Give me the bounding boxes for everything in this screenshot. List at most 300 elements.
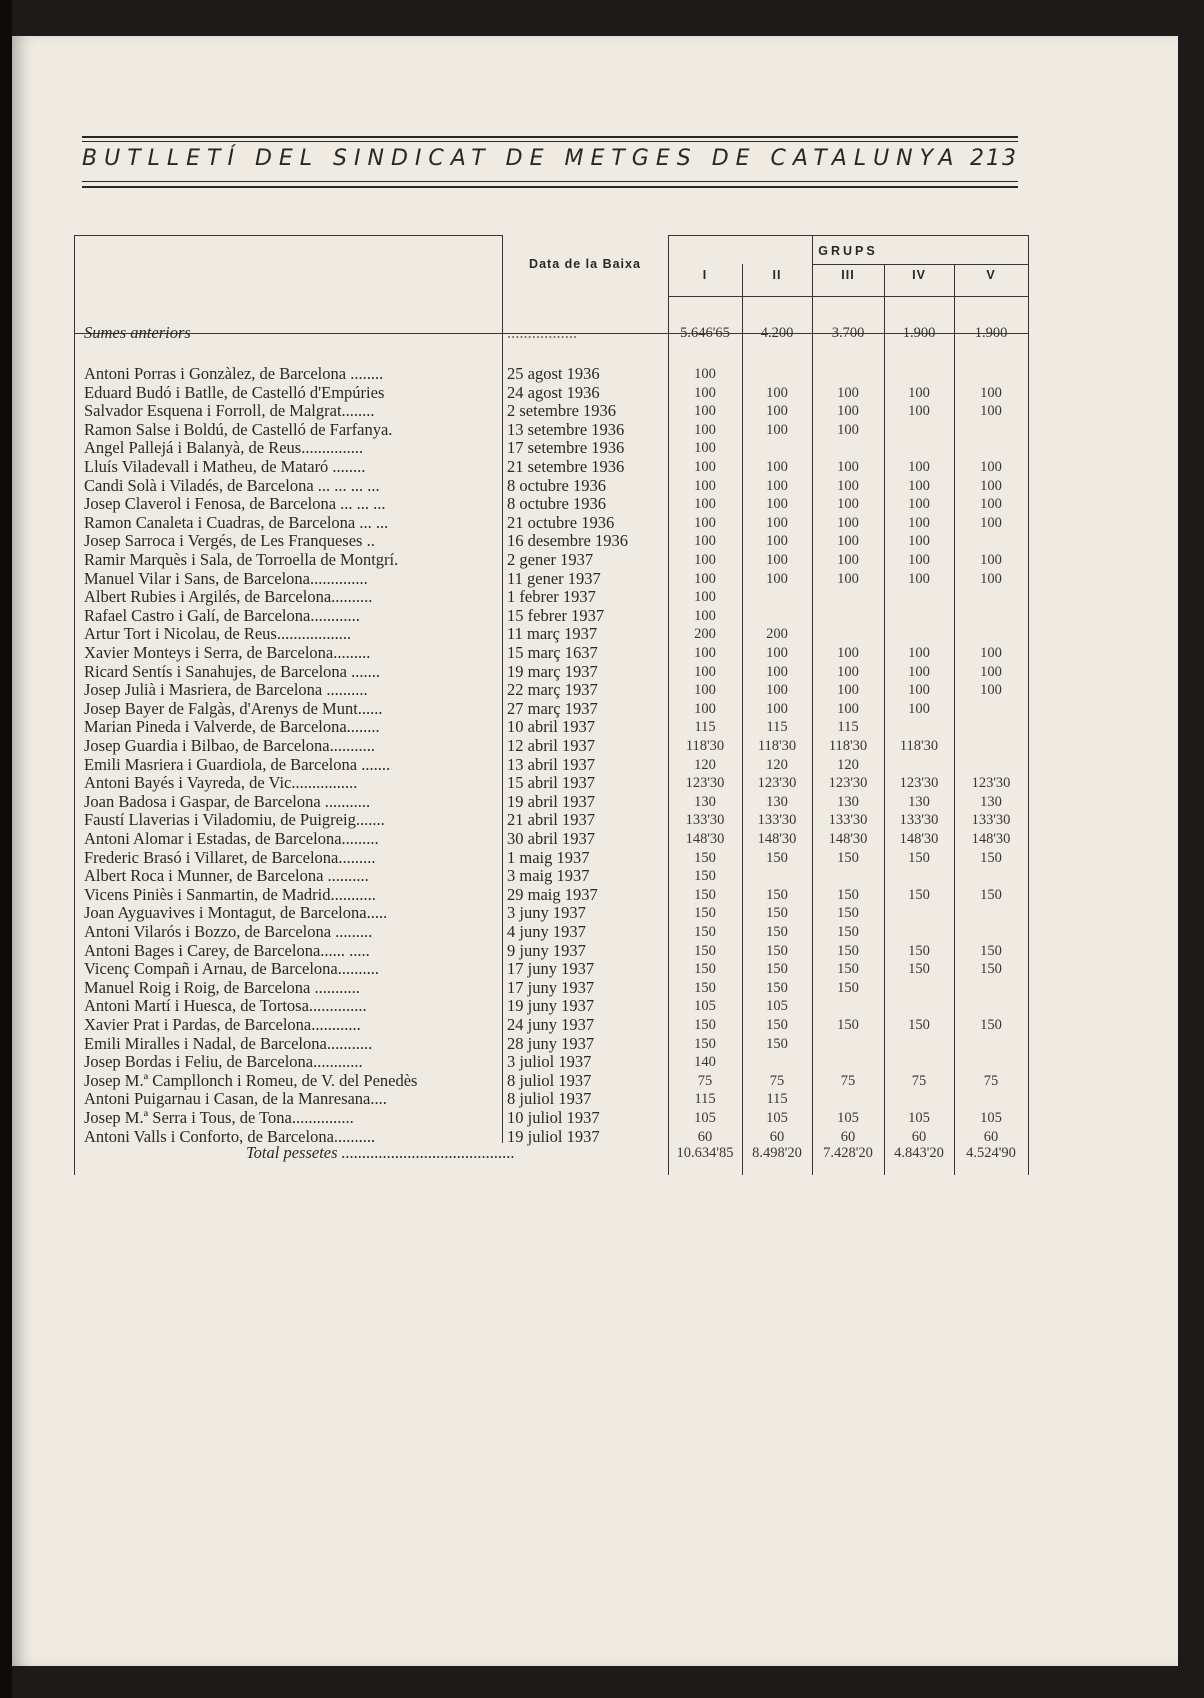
group-value: 150 [766,942,788,959]
withdrawal-date: 30 abril 1937 [507,830,595,848]
member-name: Vicens Piniès i Sanmartin, de Madrid........... [84,885,376,904]
group-value: 100 [694,496,716,513]
group-value: 120 [837,756,859,773]
member-name: Emili Masriera i Guardiola, de Barcelona ....... [84,755,391,774]
group-value: 100 [766,459,788,475]
table-row [0,681,1204,699]
table-row [0,1090,1204,1108]
group-value: 150 [980,942,1002,959]
group-value: 75 [697,1072,713,1089]
member-name: Faustí Llaverias i Viladomiu, de Puigreig....... [84,811,385,830]
group-value: 150 [837,961,859,978]
group-value: 100 [908,533,930,550]
group-value: 100 [980,682,1002,699]
table-row [0,942,1204,960]
withdrawal-date: 21 abril 1937 [507,811,595,830]
group-value: 150 [766,905,788,922]
group-value: 133'30 [685,812,725,829]
group-value: 100 [694,514,716,531]
member-name: Albert Roca i Munner, de Barcelona .......... [84,867,369,886]
total-row [0,1144,1204,1162]
group-header-ii: II [772,268,782,282]
group-header-iv: IV [912,268,926,282]
member-name: Ramir Marquès i Sala, de Torroella de Montgrí. [84,551,399,569]
withdrawal-date: 27 març 1937 [507,699,598,718]
group-value: 100 [766,514,788,531]
group-value: 150 [766,1035,788,1052]
group-value: 100 [837,552,859,568]
group-value: 60 [911,1128,927,1145]
group-header-iii: III [841,268,855,282]
table-row [0,830,1204,848]
group-value: 100 [766,645,788,661]
group-value: 150 [908,886,930,903]
table-row [0,458,1204,476]
group-value: 150 [694,942,716,959]
withdrawal-date: 12 abril 1937 [507,737,595,755]
group-value: 60 [840,1128,856,1145]
withdrawal-date: 2 setembre 1936 [507,402,617,421]
group-value: 100 [694,700,716,717]
member-name: Josep Sarroca i Vergés, de Les Franqueses .. [84,532,375,551]
member-name: Manuel Roig i Roig, de Barcelona ........... [84,978,360,997]
withdrawal-date: 3 maig 1937 [507,867,590,886]
group-value: 60 [983,1128,999,1145]
group-header-i: I [702,268,708,282]
group-value: 150 [694,961,716,978]
member-name: Josep Julià i Masriera, de Barcelona .......... [84,681,368,700]
table-top-rule-left [74,235,502,236]
group-value: 120 [694,756,716,773]
previous-sums-row [0,324,1204,342]
group-value: 100 [766,663,788,680]
group-value: 100 [837,570,859,587]
group-value: 100 [694,570,716,587]
page-number: 213 [970,146,1018,171]
member-name: Manuel Vilar i Sans, de Barcelona.............. [84,569,368,588]
group-value: 105 [837,1110,859,1126]
table-row [0,923,1204,941]
group-value: 100 [908,514,930,531]
group-value: 100 [766,384,788,401]
group-value: 100 [837,496,859,513]
table-row [0,774,1204,792]
member-name: Antoni Martí i Huesca, de Tortosa.............. [84,997,367,1016]
table-row [0,514,1204,532]
group-value: 105 [980,1110,1002,1126]
group-value: 118'30 [757,738,797,754]
running-head [82,146,1018,176]
group-value: 100 [980,496,1002,513]
group-value: 130 [980,793,1002,810]
member-name: Joan Badosa i Gaspar, de Barcelona ........... [84,792,371,811]
group-value: 100 [837,645,859,661]
withdrawal-date: 1 maig 1937 [507,848,590,867]
table-row [0,625,1204,643]
withdrawal-date: 16 desembre 1936 [507,532,628,551]
table-row [0,439,1204,457]
withdrawal-date: 24 agost 1936 [507,383,600,402]
group-value: 100 [694,552,716,568]
member-name: Albert Rubies i Argilés, de Barcelona.......... [84,588,373,607]
group-value: 130 [694,793,716,810]
table-row [0,793,1204,811]
previous-sum-ii: 4.200 [760,325,794,341]
group-value: 150 [980,1017,1002,1033]
group-value: 150 [694,1017,716,1033]
group-value: 100 [694,663,716,680]
header-bottom-rule-thin [82,181,1018,182]
group-value: 100 [980,570,1002,587]
group-value: 100 [766,682,788,699]
table-row [0,607,1204,625]
group-value: 133'30 [971,812,1011,829]
member-name: Josep M.ª Serra i Tous, de Tona............... [84,1109,354,1127]
group-value: 100 [766,477,788,494]
withdrawal-date: 8 octubre 1936 [507,495,606,514]
table-row [0,1016,1204,1034]
member-name: Antoni Vilarós i Bozzo, de Barcelona ......... [84,923,373,941]
table-row [0,737,1204,755]
group-value: 105 [766,998,788,1015]
group-value: 150 [837,886,859,903]
withdrawal-date: 19 juliol 1937 [507,1127,600,1146]
group-value: 100 [694,645,716,661]
withdrawal-date: 3 juny 1937 [507,904,586,923]
previous-sums-leader: ................. [507,324,578,342]
table-row [0,979,1204,997]
group-value: 150 [908,1017,930,1033]
group-value: 100 [837,459,859,475]
withdrawal-date: 21 octubre 1936 [507,513,615,532]
group-value: 100 [766,496,788,513]
group-value: 115 [766,1091,788,1108]
group-value: 100 [908,645,930,661]
group-value: 115 [694,719,716,736]
group-value: 100 [694,384,716,401]
group-value: 150 [694,849,716,866]
table-row [0,532,1204,550]
withdrawal-date: 15 abril 1937 [507,774,595,793]
group-value: 75 [769,1072,785,1089]
table-row [0,663,1204,681]
group-value: 133'30 [757,812,797,829]
withdrawal-date: 11 gener 1937 [507,569,601,588]
group-value: 120 [766,756,788,773]
group-value: 100 [837,700,859,717]
member-name: Xavier Prat i Pardas, de Barcelona............ [84,1016,361,1034]
group-value: 150 [766,849,788,866]
table-row [0,700,1204,718]
group-value: 150 [766,886,788,903]
group-value: 100 [908,477,930,494]
withdrawal-date: 3 juliol 1937 [507,1053,592,1072]
group-value: 60 [769,1128,785,1145]
member-name: Xavier Monteys i Serra, de Barcelona......... [84,644,371,662]
previous-sum-i: 5.646'65 [680,325,730,341]
withdrawal-date: 2 gener 1937 [507,551,594,569]
group-value: 100 [837,514,859,531]
member-name: Ramon Canaleta i Cuadras, de Barcelona ... ... [84,513,389,532]
group-value: 200 [694,626,716,643]
group-value: 60 [697,1128,713,1145]
group-value: 100 [694,607,716,624]
total-ii: 8.498'20 [752,1145,802,1161]
group-value: 150 [908,942,930,959]
group-value: 150 [766,1017,788,1033]
table-top-rule-right [668,235,1028,236]
group-value: 150 [837,849,859,866]
member-name: Rafael Castro i Galí, de Barcelona............ [84,606,360,625]
group-value: 100 [837,533,859,550]
group-value: 150 [837,979,859,996]
group-value: 150 [837,924,859,940]
previous-sum-iv: 1.900 [902,325,936,341]
group-value: 100 [908,552,930,568]
withdrawal-date: 19 març 1937 [507,662,598,681]
group-value: 150 [694,868,716,885]
withdrawal-date: 19 juny 1937 [507,997,595,1016]
header-top-rule [82,136,1018,138]
group-value: 100 [980,384,1002,401]
group-value: 100 [766,570,788,587]
member-name: Antoni Alomar i Estadas, de Barcelona......... [84,830,379,848]
group-value: 123'30 [685,775,725,792]
group-value: 100 [694,589,716,606]
group-value: 100 [766,421,788,438]
group-value: 100 [837,384,859,401]
table-row [0,365,1204,383]
withdrawal-date: 1 febrer 1937 [507,588,596,607]
member-name: Antoni Bages i Carey, de Barcelona...... ..... [84,941,370,960]
table-row [0,718,1204,736]
table-row [0,997,1204,1015]
member-name: Joan Ayguavives i Montagut, de Barcelona..... [84,904,388,923]
group-value: 100 [766,533,788,550]
group-value: 100 [694,366,716,382]
withdrawal-date: 10 abril 1937 [507,718,595,737]
group-value: 100 [694,403,716,420]
group-value: 150 [694,1035,716,1052]
group-value: 150 [980,961,1002,978]
table-row [0,588,1204,606]
group-value: 123'30 [828,775,868,792]
withdrawal-date: 28 juny 1937 [507,1034,595,1053]
group-value: 75 [840,1072,856,1089]
withdrawal-date: 17 juny 1937 [507,960,595,979]
group-value: 75 [983,1072,999,1089]
group-value: 150 [980,849,1002,866]
previous-sum-v: 1.900 [974,325,1008,341]
group-value: 100 [694,682,716,699]
table-row [0,849,1204,867]
total-i: 10.634'85 [676,1145,734,1161]
group-value: 100 [694,459,716,475]
group-value: 148'30 [757,831,797,847]
groups-header: GRUPS [818,244,878,258]
withdrawal-date: 9 juny 1937 [507,941,586,960]
group-value: 100 [908,496,930,513]
member-name: Salvador Esquena i Forroll, de Malgrat........ [84,402,375,421]
previous-sums-label: Sumes anteriors [84,324,191,342]
group-value: 105 [694,1110,716,1126]
group-value: 150 [694,979,716,996]
member-name: Josep M.ª Campllonch i Romeu, de V. del Penedès [84,1071,418,1090]
withdrawal-date: 17 setembre 1936 [507,439,625,458]
group-header-v: V [986,268,996,282]
total-label-text: Total pessetes [246,1144,338,1162]
member-name: Marian Pineda i Valverde, de Barcelona........ [84,718,380,737]
group-value: 105 [766,1110,788,1126]
withdrawal-date: 4 juny 1937 [507,923,586,941]
withdrawal-date: 15 març 1637 [507,644,598,662]
withdrawal-date: 8 juliol 1937 [507,1090,592,1109]
group-value: 100 [908,663,930,680]
table-row [0,1035,1204,1053]
group-value: 100 [980,403,1002,420]
table-row [0,551,1204,569]
group-value: 118'30 [685,738,725,754]
table-row [0,904,1204,922]
group-value: 150 [908,849,930,866]
withdrawal-date: 22 març 1937 [507,681,598,700]
withdrawal-date: 29 maig 1937 [507,885,598,904]
member-name: Eduard Budó i Batlle, de Castelló d'Empúries [84,383,385,402]
group-value: 100 [980,477,1002,494]
table-row [0,1053,1204,1071]
group-value: 123'30 [757,775,797,792]
group-value: 100 [837,421,859,438]
group-value: 100 [694,440,716,457]
group-value: 100 [766,552,788,568]
group-value: 115 [766,719,788,736]
group-value: 150 [980,886,1002,903]
group-value: 123'30 [899,775,939,792]
group-value: 100 [837,477,859,494]
withdrawal-date: 24 juny 1937 [507,1016,595,1034]
group-value: 105 [694,998,716,1015]
member-name: Artur Tort i Nicolau, de Reus.................. [84,625,352,644]
withdrawal-date: 13 abril 1937 [507,755,595,774]
table-row [0,1072,1204,1090]
total-label: Total pessetes .......................................... [246,1144,515,1162]
group-value: 150 [766,924,788,940]
table-row [0,570,1204,588]
group-value: 148'30 [685,831,725,847]
member-name: Josep Bordas i Feliu, de Barcelona............ [84,1053,363,1072]
group-value: 75 [911,1072,927,1089]
group-value: 100 [766,700,788,717]
group-value: 150 [837,905,859,922]
date-column-header: Data de la Baixa [529,257,641,271]
member-name: Ricard Sentís i Sanahujes, de Barcelona ....... [84,662,381,681]
group-value: 148'30 [971,831,1011,847]
withdrawal-date: 15 febrer 1937 [507,606,605,625]
withdrawal-date: 21 setembre 1936 [507,458,625,476]
group-value: 100 [837,403,859,420]
withdrawal-date: 10 juliol 1937 [507,1109,600,1127]
table-row [0,811,1204,829]
group-value: 100 [980,552,1002,568]
header-top-rule-thin [82,141,1018,142]
withdrawal-date: 8 juliol 1937 [507,1071,592,1090]
group-value: 150 [837,1017,859,1033]
table-row [0,867,1204,885]
group-value: 130 [908,793,930,810]
group-value: 200 [766,626,788,643]
group-value: 150 [694,924,716,940]
group-value: 100 [980,514,1002,531]
group-value: 150 [694,886,716,903]
withdrawal-date: 19 abril 1937 [507,792,595,811]
member-name: Ramon Salse i Boldú, de Castelló de Farfanya. [84,420,393,439]
table-row [0,477,1204,495]
group-value: 100 [694,421,716,438]
member-name: Antoni Porras i Gonzàlez, de Barcelona ........ [84,365,384,383]
header-bottom-rule-groups [668,296,1028,297]
withdrawal-date: 17 juny 1937 [507,978,595,997]
member-name: Josep Bayer de Falgàs, d'Arenys de Munt...... [84,699,383,718]
total-iii: 7.428'20 [823,1145,873,1161]
group-value: 100 [980,645,1002,661]
group-value: 140 [694,1054,716,1071]
table-row [0,1128,1204,1146]
group-value: 150 [908,961,930,978]
member-name: Vicenç Compañ i Arnau, de Barcelona.......... [84,960,380,979]
group-value: 133'30 [828,812,868,829]
group-value: 133'30 [899,812,939,829]
group-value: 100 [837,663,859,680]
group-value: 100 [766,403,788,420]
withdrawal-date: 13 setembre 1936 [507,420,625,439]
group-value: 100 [694,477,716,494]
member-name: Antoni Bayés i Vayreda, de Vic................ [84,774,358,793]
group-value: 123'30 [971,775,1011,792]
member-name: Josep Claverol i Fenosa, de Barcelona ... ... ... [84,495,386,514]
table-row [0,402,1204,420]
previous-sum-iii: 3.700 [831,325,865,341]
group-value: 115 [837,719,859,736]
group-value: 148'30 [899,831,939,847]
group-value: 100 [980,459,1002,475]
groups-rule [812,264,1028,265]
group-value: 100 [694,533,716,550]
table-row [0,886,1204,904]
member-name: Lluís Viladevall i Matheu, de Mataró ........ [84,458,366,476]
group-value: 150 [694,905,716,922]
member-name: Emili Miralles i Nadal, de Barcelona........... [84,1034,373,1053]
group-value: 118'30 [899,738,939,754]
member-name: Angel Pallejá i Balanyà, de Reus............... [84,439,364,458]
table-row [0,644,1204,662]
table-row [0,756,1204,774]
group-value: 100 [908,384,930,401]
table-row [0,421,1204,439]
group-value: 100 [980,663,1002,680]
member-name: Antoni Puigarnau i Casan, de la Manresana.... [84,1090,387,1109]
group-value: 100 [908,570,930,587]
group-value: 130 [766,793,788,810]
group-value: 130 [837,793,859,810]
member-name: Antoni Valls i Conforto, de Barcelona.......... [84,1127,376,1146]
group-value: 118'30 [828,738,868,754]
member-name: Candi Solà i Viladés, de Barcelona ... ... ... ... [84,476,380,495]
group-value: 150 [766,961,788,978]
withdrawal-date: 11 març 1937 [507,625,598,644]
group-value: 150 [766,979,788,996]
total-v: 4.524'90 [966,1145,1016,1161]
group-value: 115 [694,1091,716,1108]
